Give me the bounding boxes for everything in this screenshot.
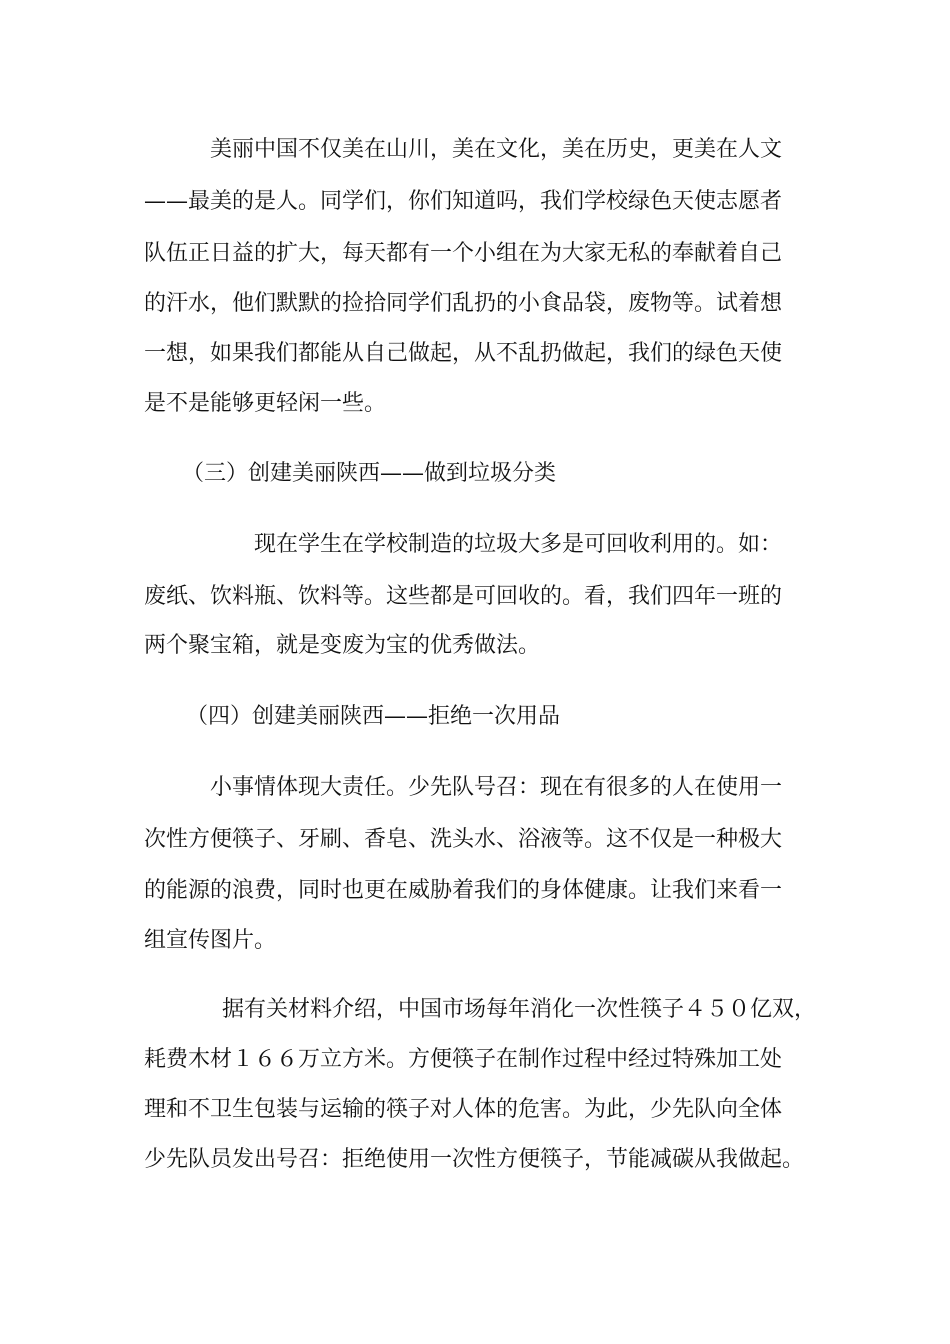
paragraph-3-line-2: 次性方便筷子、牙刷、香皂、洗头水、浴液等。这不仅是一种极大 xyxy=(144,827,783,852)
paragraph-1-line-6: 是不是能够更轻闲一些。 xyxy=(144,391,387,416)
paragraph-2-line-1: 现在学生在学校制造的垃圾大多是可回收利用的。如： xyxy=(254,532,783,557)
paragraph-2-line-3: 两个聚宝箱，就是变废为宝的优秀做法。 xyxy=(144,633,541,658)
paragraph-3-line-4: 组宣传图片。 xyxy=(144,928,277,953)
paragraph-4-line-4: 少先队员发出号召：拒绝使用一次性方便筷子，节能减碳从我做起。 xyxy=(144,1147,805,1172)
paragraph-4-line-3: 理和不卫生包装与运输的筷子对人体的危害。为此，少先队向全体 xyxy=(144,1097,783,1122)
paragraph-1-line-4: 的汗水，他们默默的捡拾同学们乱扔的小食品袋，废物等。试着想 xyxy=(144,291,783,316)
paragraph-4-line-1: 据有关材料介绍，中国市场每年消化一次性筷子４５０亿双， xyxy=(222,997,817,1022)
paragraph-4-line-2: 耗费木材１６６万立方米。方便筷子在制作过程中经过特殊加工处 xyxy=(144,1047,783,1072)
section-heading-four: （四）创建美丽陕西——拒绝一次用品 xyxy=(186,704,561,729)
paragraph-3-line-3: 的能源的浪费，同时也更在威胁着我们的身体健康。让我们来看一 xyxy=(144,878,783,903)
paragraph-1-line-2: ——最美的是人。同学们，你们知道吗，我们学校绿色天使志愿者 xyxy=(144,189,783,214)
paragraph-1-line-1: 美丽中国不仅美在山川，美在文化，美在历史，更美在人文 xyxy=(210,137,783,162)
section-heading-three: （三）创建美丽陕西——做到垃圾分类 xyxy=(182,461,557,486)
paragraph-3-line-1: 小事情体现大责任。少先队号召：现在有很多的人在使用一 xyxy=(210,775,783,800)
paragraph-1-line-3: 队伍正日益的扩大，每天都有一个小组在为大家无私的奉献着自己 xyxy=(144,241,783,266)
paragraph-2-line-2: 废纸、饮料瓶、饮料等。这些都是可回收的。看，我们四年一班的 xyxy=(144,584,783,609)
paragraph-1-line-5: 一想，如果我们都能从自己做起，从不乱扔做起，我们的绿色天使 xyxy=(144,341,783,366)
